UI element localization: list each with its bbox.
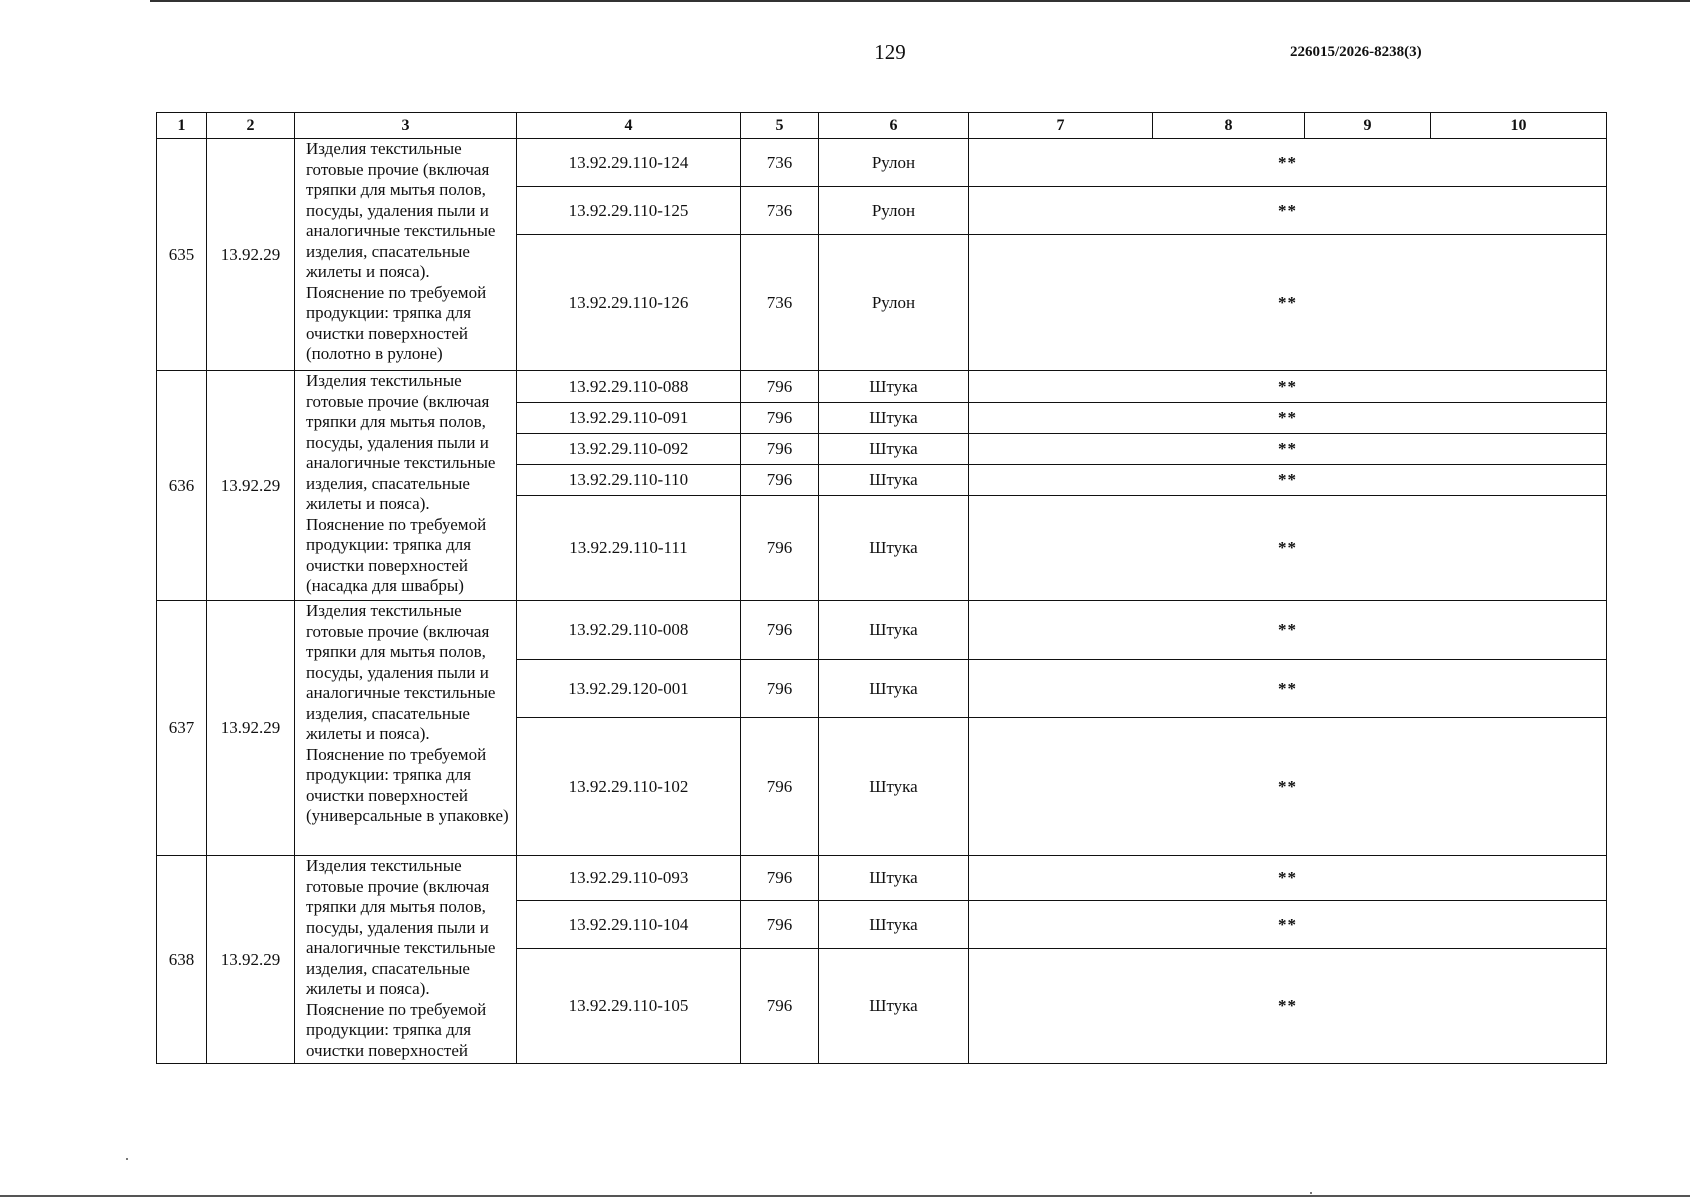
- ktru-code: 13.92.29.110-110: [517, 465, 741, 496]
- okpd-code: 13.92.29: [207, 601, 295, 856]
- unit-name: Штука: [819, 496, 969, 601]
- column-header-1: 1: [157, 113, 207, 139]
- table-row: [157, 139, 1607, 187]
- table-row: [157, 601, 1607, 660]
- okpd-code: 13.92.29: [207, 371, 295, 601]
- ktru-code: 13.92.29.110-091: [517, 403, 741, 434]
- product-description: Изделия текстильные готовые прочие (включая тряпки для мытья полов, посуды, удаления пыли и аналогичные текстильные изделия, спасательные жилеты и пояса). Пояснение по требуемой продукции: тряпка для очистки поверхностей (насадка для швабры): [295, 371, 517, 601]
- okpd-code: 13.92.29: [207, 856, 295, 1064]
- asterisk-mark: **: [969, 371, 1607, 403]
- column-header-8: 8: [1153, 113, 1305, 139]
- product-description: Изделия текстильные готовые прочие (включая тряпки для мытья полов, посуды, удаления пыли и аналогичные текстильные изделия, спасательные жилеты и пояса). Пояснение по требуемой продукции: тряпка для очистки поверхностей: [295, 856, 517, 1064]
- ktru-code: 13.92.29.110-102: [517, 718, 741, 856]
- asterisk-mark: **: [969, 235, 1607, 371]
- ktru-code: 13.92.29.110-008: [517, 601, 741, 660]
- scan-speck: [126, 1158, 128, 1160]
- ktru-code: 13.92.29.110-126: [517, 235, 741, 371]
- column-header-7: 7: [969, 113, 1153, 139]
- unit-name: Штука: [819, 856, 969, 901]
- column-header-4: 4: [517, 113, 741, 139]
- bottom-border-line: [0, 1195, 1690, 1197]
- unit-name: Рулон: [819, 187, 969, 235]
- scan-speck: [1310, 1192, 1312, 1194]
- okpd-code: 13.92.29: [207, 139, 295, 371]
- asterisk-mark: **: [969, 660, 1607, 718]
- asterisk-mark: **: [969, 601, 1607, 660]
- asterisk-mark: **: [969, 496, 1607, 601]
- okei-code: 796: [741, 371, 819, 403]
- unit-name: Рулон: [819, 235, 969, 371]
- asterisk-mark: **: [969, 465, 1607, 496]
- ktru-code: 13.92.29.110-125: [517, 187, 741, 235]
- unit-name: Штука: [819, 371, 969, 403]
- column-header-3: 3: [295, 113, 517, 139]
- ktru-code: 13.92.29.110-105: [517, 949, 741, 1064]
- okei-code: 736: [741, 235, 819, 371]
- okei-code: 796: [741, 901, 819, 949]
- unit-name: Штука: [819, 660, 969, 718]
- asterisk-mark: **: [969, 403, 1607, 434]
- ktru-code: 13.92.29.110-088: [517, 371, 741, 403]
- asterisk-mark: **: [969, 901, 1607, 949]
- okei-code: 796: [741, 660, 819, 718]
- product-description: Изделия текстильные готовые прочие (включая тряпки для мытья полов, посуды, удаления пыли и аналогичные текстильные изделия, спасательные жилеты и пояса). Пояснение по требуемой продукции: тряпка для очистки поверхностей (полотно в рулоне): [295, 139, 517, 371]
- unit-name: Штука: [819, 434, 969, 465]
- unit-name: Штука: [819, 901, 969, 949]
- asterisk-mark: **: [969, 434, 1607, 465]
- unit-name: Штука: [819, 403, 969, 434]
- row-number: 637: [157, 601, 207, 856]
- asterisk-mark: **: [969, 139, 1607, 187]
- ktru-code: 13.92.29.110-093: [517, 856, 741, 901]
- ktru-code: 13.92.29.120-001: [517, 660, 741, 718]
- table-row: [157, 856, 1607, 901]
- column-header-2: 2: [207, 113, 295, 139]
- row-number: 636: [157, 371, 207, 601]
- row-number: 638: [157, 856, 207, 1064]
- unit-name: Штука: [819, 601, 969, 660]
- okei-code: 796: [741, 465, 819, 496]
- asterisk-mark: **: [969, 949, 1607, 1064]
- asterisk-mark: **: [969, 718, 1607, 856]
- unit-name: Рулон: [819, 139, 969, 187]
- asterisk-mark: **: [969, 856, 1607, 901]
- unit-name: Штука: [819, 718, 969, 856]
- ktru-code: 13.92.29.110-124: [517, 139, 741, 187]
- okei-code: 796: [741, 601, 819, 660]
- column-header-9: 9: [1305, 113, 1431, 139]
- column-header-5: 5: [741, 113, 819, 139]
- page-number: 129: [874, 40, 906, 64]
- asterisk-mark: **: [969, 187, 1607, 235]
- okei-code: 796: [741, 856, 819, 901]
- column-header-10: 10: [1431, 113, 1607, 139]
- ktru-code: 13.92.29.110-111: [517, 496, 741, 601]
- ktru-code: 13.92.29.110-104: [517, 901, 741, 949]
- row-number: 635: [157, 139, 207, 371]
- okei-code: 796: [741, 718, 819, 856]
- ktru-code: 13.92.29.110-092: [517, 434, 741, 465]
- column-header-6: 6: [819, 113, 969, 139]
- product-description: Изделия текстильные готовые прочие (включая тряпки для мытья полов, посуды, удаления пыли и аналогичные текстильные изделия, спасательные жилеты и пояса). Пояснение по требуемой продукции: тряпка для очистки поверхностей (универсальные в упаковке): [295, 601, 517, 856]
- okei-code: 796: [741, 496, 819, 601]
- top-border-line: [150, 0, 1690, 2]
- okei-code: 796: [741, 403, 819, 434]
- document-reference: 226015/2026-8238(3): [1290, 44, 1422, 60]
- okei-code: 796: [741, 434, 819, 465]
- okei-code: 796: [741, 949, 819, 1064]
- table-row: [157, 371, 1607, 403]
- unit-name: Штука: [819, 465, 969, 496]
- unit-name: Штука: [819, 949, 969, 1064]
- header-row: [157, 113, 1607, 139]
- okei-code: 736: [741, 139, 819, 187]
- products-table: [156, 112, 1607, 1064]
- okei-code: 736: [741, 187, 819, 235]
